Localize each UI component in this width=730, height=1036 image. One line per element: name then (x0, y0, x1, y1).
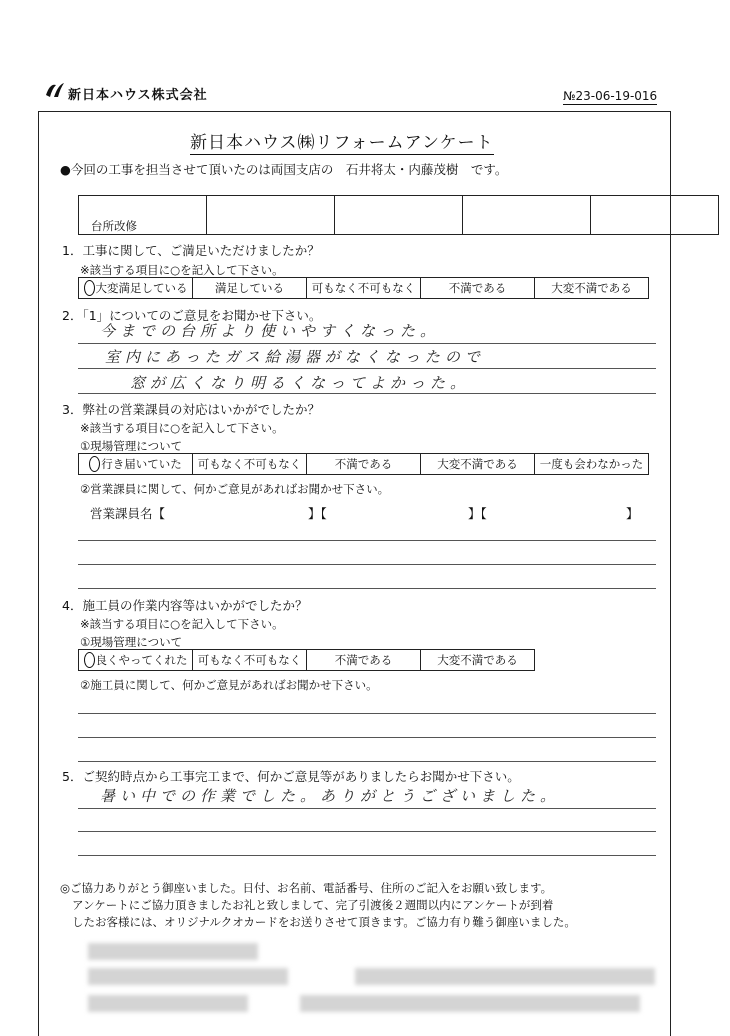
q4-options (78, 649, 535, 671)
answer-rule (78, 343, 656, 344)
q3-option[interactable]: 一度も会わなかった (535, 454, 649, 475)
q2-answer-line: 室内にあったガス給湯器がなくなったので (105, 348, 485, 366)
work-item (591, 196, 719, 235)
footer-line: ◎ご協力ありがとう御座いました。日付、お名前、電話番号、住所のご記入をお願い致します。 (60, 881, 553, 895)
work-item (335, 196, 463, 235)
q3-option[interactable]: 可もなく不可もなく (193, 454, 307, 475)
answer-rule (78, 713, 656, 714)
staff-name-label: 営業課員名【 (90, 506, 166, 521)
selected-circle-icon (89, 456, 100, 472)
selected-circle-icon (84, 652, 95, 668)
q3-sub1: ①現場管理について (80, 439, 183, 453)
redacted-block (88, 968, 288, 985)
q1-option[interactable]: 不満である (421, 278, 535, 299)
q1-options (78, 277, 649, 299)
q1-question: 1．工事に関して、ご満足いただけましたか？ (62, 243, 320, 258)
company-name: 新日本ハウス株式会社 (68, 88, 208, 103)
answer-rule (78, 855, 656, 856)
q1-option-selected[interactable]: 大変満足している (79, 278, 193, 299)
answer-rule (78, 588, 656, 589)
q3-note: ※該当する項目に○を記入して下さい。 (80, 421, 284, 435)
q1-option[interactable]: 可もなく不可もなく (307, 278, 421, 299)
answer-rule (78, 393, 656, 394)
answer-rule (78, 737, 656, 738)
selected-circle-icon (84, 280, 95, 296)
q4-sub2: ②施工員に関して、何かご意見があればお聞かせ下さい。 (80, 678, 378, 692)
q2-question: 2．「1」についてのご意見をお聞かせ下さい。 (62, 308, 322, 323)
q1-note: ※該当する項目に○を記入して下さい。 (80, 263, 284, 277)
q4-sub1: ①現場管理について (80, 635, 183, 649)
redacted-block (300, 995, 640, 1012)
work-item (463, 196, 591, 235)
q2-answer-line: 窓が広くなり明るくなってよかった。 (130, 374, 471, 392)
q4-option[interactable]: 不満である (307, 650, 421, 671)
q5-answer: 暑い中での作業でした。ありがとうございました。 (100, 787, 561, 805)
q4-note: ※該当する項目に○を記入して下さい。 (80, 617, 284, 631)
q4-option[interactable]: 大変不満である (421, 650, 535, 671)
q3-option[interactable]: 大変不満である (421, 454, 535, 475)
answer-rule (78, 368, 656, 369)
work-item (207, 196, 335, 235)
work-items-table (78, 195, 719, 235)
answer-rule (78, 831, 656, 832)
redacted-block (88, 943, 258, 960)
bracket: 】 (626, 506, 639, 521)
q3-option[interactable]: 不満である (307, 454, 421, 475)
answer-rule (78, 564, 656, 565)
q3-sub2: ②営業課員に関して、何かご意見があればお聞かせ下さい。 (80, 482, 390, 496)
document-number: №23-06-19-016 (563, 89, 658, 103)
company-logo-icon (44, 81, 66, 99)
redacted-block (88, 995, 248, 1012)
answer-rule (78, 540, 656, 541)
answer-rule (78, 808, 656, 809)
work-item: 台所改修 (79, 196, 207, 235)
footer-line: アンケートにご協力頂きましたお礼と致しまして、完了引渡後２週間以内にアンケートが到着 (72, 898, 554, 912)
q3-option-selected[interactable]: 行き届いていた (79, 454, 193, 475)
bracket: 】【 (468, 506, 487, 521)
q3-options (78, 453, 649, 475)
page-title: 新日本ハウス㈱リフォームアンケート (190, 128, 494, 155)
q4-option-selected[interactable]: 良くやってくれた (79, 650, 193, 671)
redacted-block (355, 968, 655, 985)
q5-question: 5．ご契約時点から工事完工まで、何かご意見等がありましたらお聞かせ下さい。 (62, 769, 520, 784)
q4-option[interactable]: 可もなく不可もなく (193, 650, 307, 671)
footer-line: したお客様には、オリジナルクオカードをお送りさせて頂きます。ご協力有り難う御座いました。 (72, 915, 576, 929)
q4-question: 4．施工員の作業内容等はいかがでしたか？ (62, 598, 308, 613)
q3-question: 3．弊社の営業課員の対応はいかがでしたか？ (62, 402, 320, 417)
bracket: 】【 (308, 506, 327, 521)
q1-option[interactable]: 大変不満である (535, 278, 649, 299)
intro-text: ●今回の工事を担当させて頂いたのは両国支店の 石井将太・内藤茂樹 です。 (60, 162, 508, 177)
q2-answer-line: 今までの台所より使いやすくなった。 (100, 322, 441, 340)
answer-rule (78, 761, 656, 762)
q1-option[interactable]: 満足している (193, 278, 307, 299)
